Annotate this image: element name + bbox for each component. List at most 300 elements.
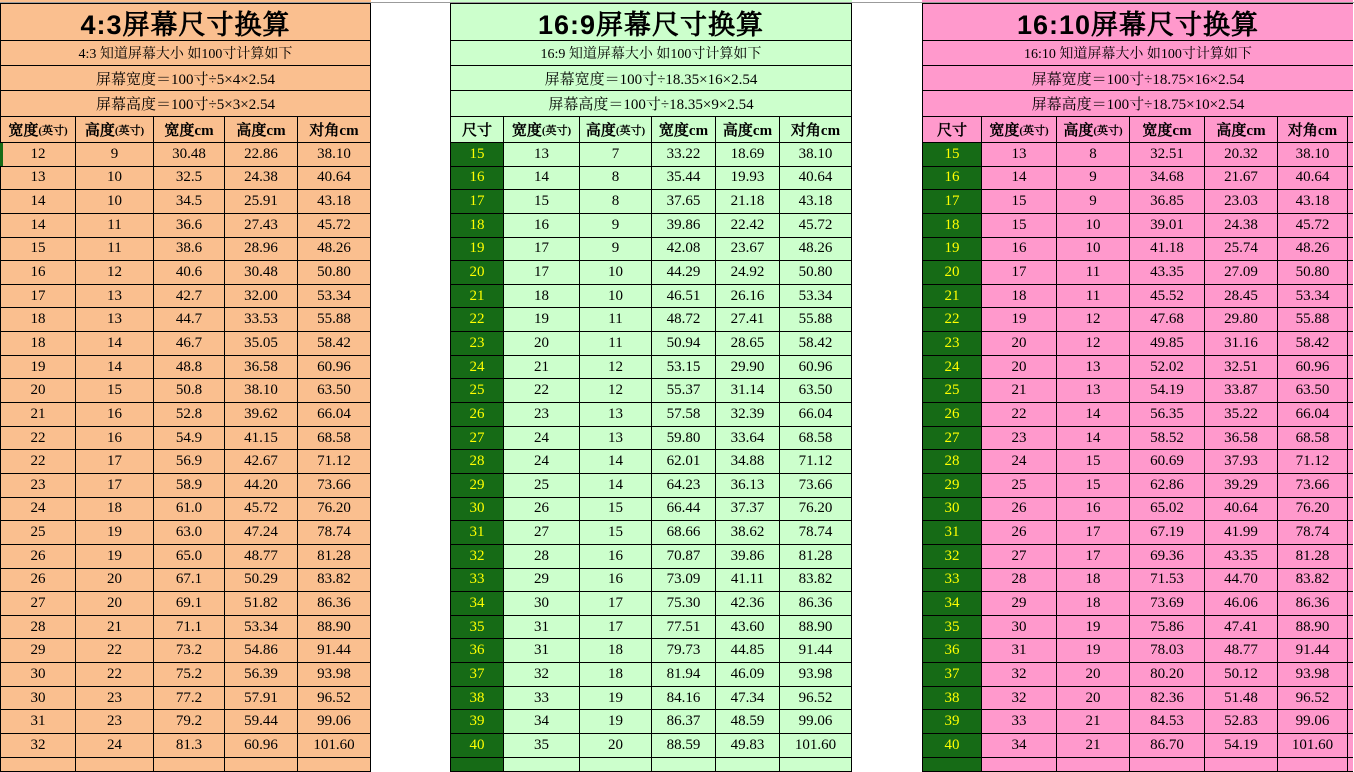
data-cell[interactable]: 44.85: [716, 639, 780, 662]
data-cell[interactable]: 60.96: [298, 356, 370, 379]
data-cell[interactable]: 19.93: [716, 167, 780, 190]
data-cell[interactable]: 26: [504, 498, 580, 521]
size-cell[interactable]: 17: [451, 190, 504, 213]
data-cell[interactable]: 19: [580, 710, 652, 733]
data-cell[interactable]: 71.1: [154, 616, 225, 639]
data-cell[interactable]: 41.11: [716, 569, 780, 592]
data-cell[interactable]: 36.13: [716, 474, 780, 497]
data-cell[interactable]: 32: [982, 663, 1057, 686]
header-cell[interactable]: [504, 117, 580, 142]
data-cell[interactable]: 79.2: [154, 710, 225, 733]
data-cell[interactable]: 68.58: [298, 427, 370, 450]
size-cell[interactable]: 22: [451, 308, 504, 331]
data-cell[interactable]: 49.83: [716, 734, 780, 757]
data-cell[interactable]: 23.67: [716, 238, 780, 261]
data-cell[interactable]: 54.86: [225, 639, 298, 662]
data-cell[interactable]: 33.53: [225, 308, 298, 331]
data-cell[interactable]: 66.04: [298, 403, 370, 426]
data-cell[interactable]: 17: [1057, 545, 1130, 568]
header-cell[interactable]: [451, 117, 504, 142]
size-cell[interactable]: 36: [923, 639, 982, 662]
data-cell[interactable]: 86.36: [298, 592, 370, 615]
data-cell[interactable]: 42.67: [225, 450, 298, 473]
data-cell[interactable]: 88.90: [1278, 616, 1348, 639]
data-cell[interactable]: 35: [504, 734, 580, 757]
data-cell[interactable]: 19: [76, 521, 154, 544]
data-cell[interactable]: 48.26: [1278, 238, 1348, 261]
data-cell[interactable]: 73.66: [780, 474, 851, 497]
data-cell[interactable]: 22: [1, 450, 76, 473]
size-cell[interactable]: 34: [923, 592, 982, 615]
data-cell[interactable]: 8: [580, 167, 652, 190]
data-cell[interactable]: 10: [1057, 238, 1130, 261]
data-cell[interactable]: 27: [1, 592, 76, 615]
data-cell[interactable]: 35.44: [652, 167, 716, 190]
data-cell[interactable]: 18: [1, 308, 76, 331]
data-cell[interactable]: 96.52: [780, 687, 851, 710]
data-cell[interactable]: 46.7: [154, 332, 225, 355]
data-cell[interactable]: 36.6: [154, 214, 225, 237]
data-cell[interactable]: 31: [1, 710, 76, 733]
data-cell[interactable]: 50.80: [298, 261, 370, 284]
data-cell[interactable]: 26.16: [716, 285, 780, 308]
data-cell[interactable]: 17: [1, 285, 76, 308]
size-cell[interactable]: 28: [451, 450, 504, 473]
data-cell[interactable]: 15: [982, 214, 1057, 237]
data-cell[interactable]: 38.6: [154, 238, 225, 261]
data-cell[interactable]: 20.32: [1205, 143, 1278, 166]
data-cell[interactable]: 11: [76, 238, 154, 261]
data-cell[interactable]: 20: [1, 379, 76, 402]
data-cell[interactable]: 54.19: [1205, 734, 1278, 757]
data-cell[interactable]: 21: [1, 403, 76, 426]
data-cell[interactable]: 45.72: [1278, 214, 1348, 237]
data-cell[interactable]: 16: [1, 261, 76, 284]
size-cell[interactable]: 26: [923, 403, 982, 426]
data-cell[interactable]: 25: [982, 474, 1057, 497]
data-cell[interactable]: 55.88: [1278, 308, 1348, 331]
data-cell[interactable]: 50.94: [652, 332, 716, 355]
data-cell[interactable]: 48.26: [780, 238, 851, 261]
data-cell[interactable]: 21: [1057, 734, 1130, 757]
data-cell[interactable]: 21: [504, 356, 580, 379]
data-cell[interactable]: 48.8: [154, 356, 225, 379]
data-cell[interactable]: 82.36: [1130, 687, 1205, 710]
size-cell[interactable]: 31: [923, 521, 982, 544]
data-cell[interactable]: 15: [1057, 474, 1130, 497]
data-cell[interactable]: 21.18: [716, 190, 780, 213]
data-cell[interactable]: 22: [982, 403, 1057, 426]
data-cell[interactable]: 42.08: [652, 238, 716, 261]
data-cell[interactable]: 68.66: [652, 521, 716, 544]
data-cell[interactable]: 40.64: [298, 167, 370, 190]
data-cell[interactable]: 39.86: [716, 545, 780, 568]
data-cell[interactable]: 31.16: [1205, 332, 1278, 355]
size-cell[interactable]: 29: [923, 474, 982, 497]
data-cell[interactable]: 27: [982, 545, 1057, 568]
data-cell[interactable]: 11: [1057, 261, 1130, 284]
data-cell[interactable]: 68.58: [780, 427, 851, 450]
data-cell[interactable]: 19: [1057, 616, 1130, 639]
data-cell[interactable]: 63.0: [154, 521, 225, 544]
height-formula-cell[interactable]: 屏幕高度＝100寸÷18.35×9×2.54: [451, 91, 851, 117]
width-formula-cell[interactable]: 屏幕宽度＝100寸÷5×4×2.54: [1, 66, 370, 91]
size-cell[interactable]: 15: [923, 143, 982, 166]
data-cell[interactable]: 88.59: [652, 734, 716, 757]
data-cell[interactable]: 20: [1057, 687, 1130, 710]
size-cell[interactable]: 32: [451, 545, 504, 568]
data-cell[interactable]: 71.12: [298, 450, 370, 473]
data-cell[interactable]: 10: [580, 285, 652, 308]
size-cell[interactable]: 16: [451, 167, 504, 190]
data-cell[interactable]: 58.42: [298, 332, 370, 355]
data-cell[interactable]: 28: [1, 616, 76, 639]
data-cell[interactable]: 60.96: [780, 356, 851, 379]
data-cell[interactable]: 40.64: [1205, 498, 1278, 521]
size-cell[interactable]: 16: [923, 167, 982, 190]
data-cell[interactable]: 32: [982, 687, 1057, 710]
data-cell[interactable]: 21: [982, 379, 1057, 402]
data-cell[interactable]: 78.74: [298, 521, 370, 544]
data-cell[interactable]: 33.22: [652, 143, 716, 166]
data-cell[interactable]: 12: [76, 261, 154, 284]
data-cell[interactable]: 17: [1057, 521, 1130, 544]
data-cell[interactable]: 24.38: [1205, 214, 1278, 237]
data-cell[interactable]: 81.94: [652, 663, 716, 686]
data-cell[interactable]: 101.60: [780, 734, 851, 757]
data-cell[interactable]: 17: [580, 616, 652, 639]
data-cell[interactable]: 8: [580, 190, 652, 213]
data-cell[interactable]: 91.44: [780, 639, 851, 662]
data-cell[interactable]: 58.42: [780, 332, 851, 355]
data-cell[interactable]: 81.28: [780, 545, 851, 568]
data-cell[interactable]: 43.18: [298, 190, 370, 213]
data-cell[interactable]: 18: [580, 663, 652, 686]
data-cell[interactable]: 11: [580, 308, 652, 331]
data-cell[interactable]: 50.80: [1278, 261, 1348, 284]
data-cell[interactable]: 28.65: [716, 332, 780, 355]
data-cell[interactable]: 32.5: [154, 167, 225, 190]
data-cell[interactable]: 31.14: [716, 379, 780, 402]
data-cell[interactable]: 75.30: [652, 592, 716, 615]
size-cell[interactable]: 26: [451, 403, 504, 426]
data-cell[interactable]: 9: [580, 214, 652, 237]
data-cell[interactable]: 32: [504, 663, 580, 686]
data-cell[interactable]: 50.29: [225, 569, 298, 592]
data-cell[interactable]: 52.83: [1205, 710, 1278, 733]
data-cell[interactable]: 83.82: [1278, 569, 1348, 592]
data-cell[interactable]: 17: [504, 238, 580, 261]
header-cell[interactable]: [1130, 117, 1205, 142]
data-cell[interactable]: 58.9: [154, 474, 225, 497]
data-cell[interactable]: 16: [76, 427, 154, 450]
data-cell[interactable]: 13: [76, 285, 154, 308]
header-cell[interactable]: [1205, 117, 1278, 142]
data-cell[interactable]: 44.29: [652, 261, 716, 284]
data-cell[interactable]: 57.91: [225, 687, 298, 710]
data-cell[interactable]: 42.7: [154, 285, 225, 308]
data-cell[interactable]: 29.80: [1205, 308, 1278, 331]
data-cell[interactable]: 62.01: [652, 450, 716, 473]
data-cell[interactable]: 70.87: [652, 545, 716, 568]
data-cell[interactable]: 39.29: [1205, 474, 1278, 497]
data-cell[interactable]: 56.9: [154, 450, 225, 473]
data-cell[interactable]: 101.60: [298, 734, 370, 757]
data-cell[interactable]: 52.02: [1130, 356, 1205, 379]
header-cell[interactable]: [780, 117, 851, 142]
data-cell[interactable]: 23: [1, 474, 76, 497]
data-cell[interactable]: 62.86: [1130, 474, 1205, 497]
data-cell[interactable]: 65.02: [1130, 498, 1205, 521]
subtitle-cell[interactable]: 4:3 知道屏幕大小 如100寸计算如下: [1, 41, 370, 66]
data-cell[interactable]: 11: [76, 214, 154, 237]
header-cell[interactable]: [580, 117, 652, 142]
data-cell[interactable]: 46.06: [1205, 592, 1278, 615]
data-cell[interactable]: 9: [76, 143, 154, 166]
data-cell[interactable]: 81.3: [154, 734, 225, 757]
data-cell[interactable]: 53.34: [298, 285, 370, 308]
size-cell[interactable]: 27: [923, 427, 982, 450]
data-cell[interactable]: 53.15: [652, 356, 716, 379]
data-cell[interactable]: 77.2: [154, 687, 225, 710]
data-cell[interactable]: 10: [76, 167, 154, 190]
data-cell[interactable]: 30.48: [225, 261, 298, 284]
data-cell[interactable]: 84.16: [652, 687, 716, 710]
data-cell[interactable]: 36.85: [1130, 190, 1205, 213]
data-cell[interactable]: 45.72: [780, 214, 851, 237]
data-cell[interactable]: 17: [982, 261, 1057, 284]
data-cell[interactable]: 27.09: [1205, 261, 1278, 284]
data-cell[interactable]: 73.09: [652, 569, 716, 592]
data-cell[interactable]: 11: [1057, 285, 1130, 308]
data-cell[interactable]: 71.53: [1130, 569, 1205, 592]
data-cell[interactable]: 44.7: [154, 308, 225, 331]
data-cell[interactable]: 66.04: [780, 403, 851, 426]
data-cell[interactable]: 91.44: [298, 639, 370, 662]
data-cell[interactable]: 28.45: [1205, 285, 1278, 308]
data-cell[interactable]: 23: [982, 427, 1057, 450]
data-cell[interactable]: 43.35: [1130, 261, 1205, 284]
data-cell[interactable]: 23: [504, 403, 580, 426]
data-cell[interactable]: 10: [76, 190, 154, 213]
data-cell[interactable]: 31: [504, 616, 580, 639]
data-cell[interactable]: 22.86: [225, 143, 298, 166]
data-cell[interactable]: 14: [76, 356, 154, 379]
data-cell[interactable]: 42.36: [716, 592, 780, 615]
size-cell[interactable]: 40: [923, 734, 982, 757]
size-cell[interactable]: 24: [451, 356, 504, 379]
size-cell[interactable]: 38: [451, 687, 504, 710]
data-cell[interactable]: 71.12: [1278, 450, 1348, 473]
data-cell[interactable]: 12: [1, 143, 76, 166]
data-cell[interactable]: 22: [1, 427, 76, 450]
data-cell[interactable]: 58.52: [1130, 427, 1205, 450]
data-cell[interactable]: 33.64: [716, 427, 780, 450]
header-cell[interactable]: [225, 117, 298, 142]
data-cell[interactable]: 15: [504, 190, 580, 213]
header-cell[interactable]: [154, 117, 225, 142]
data-cell[interactable]: 41.99: [1205, 521, 1278, 544]
data-cell[interactable]: 29: [1, 639, 76, 662]
data-cell[interactable]: 10: [1057, 214, 1130, 237]
data-cell[interactable]: 45.52: [1130, 285, 1205, 308]
data-cell[interactable]: 47.34: [716, 687, 780, 710]
data-cell[interactable]: 30: [982, 616, 1057, 639]
data-cell[interactable]: 73.66: [298, 474, 370, 497]
data-cell[interactable]: 13: [1, 167, 76, 190]
width-formula-cell[interactable]: 屏幕宽度＝100寸÷18.75×16×2.54: [923, 66, 1353, 91]
data-cell[interactable]: 93.98: [298, 663, 370, 686]
data-cell[interactable]: 36.58: [225, 356, 298, 379]
subtitle-cell[interactable]: 16:9 知道屏幕大小 如100寸计算如下: [451, 41, 851, 66]
data-cell[interactable]: 27: [504, 521, 580, 544]
size-cell[interactable]: 31: [451, 521, 504, 544]
data-cell[interactable]: 48.59: [716, 710, 780, 733]
data-cell[interactable]: 60.96: [225, 734, 298, 757]
header-cell[interactable]: [1057, 117, 1130, 142]
data-cell[interactable]: 34.68: [1130, 167, 1205, 190]
data-cell[interactable]: 14: [982, 167, 1057, 190]
size-cell[interactable]: 28: [923, 450, 982, 473]
data-cell[interactable]: 20: [504, 332, 580, 355]
data-cell[interactable]: 83.82: [298, 569, 370, 592]
data-cell[interactable]: 67.19: [1130, 521, 1205, 544]
data-cell[interactable]: 65.0: [154, 545, 225, 568]
data-cell[interactable]: 18: [982, 285, 1057, 308]
data-cell[interactable]: 38.10: [225, 379, 298, 402]
data-cell[interactable]: 38.10: [298, 143, 370, 166]
data-cell[interactable]: 11: [580, 332, 652, 355]
data-cell[interactable]: 81.28: [298, 545, 370, 568]
data-cell[interactable]: 48.77: [225, 545, 298, 568]
data-cell[interactable]: 48.72: [652, 308, 716, 331]
data-cell[interactable]: 37.65: [652, 190, 716, 213]
data-cell[interactable]: 9: [580, 238, 652, 261]
data-cell[interactable]: 78.74: [1278, 521, 1348, 544]
data-cell[interactable]: 26: [1, 545, 76, 568]
data-cell[interactable]: 80.20: [1130, 663, 1205, 686]
data-cell[interactable]: 16: [504, 214, 580, 237]
data-cell[interactable]: 56.39: [225, 663, 298, 686]
data-cell[interactable]: 20: [76, 592, 154, 615]
size-cell[interactable]: 22: [923, 308, 982, 331]
data-cell[interactable]: 33: [504, 687, 580, 710]
size-cell[interactable]: 18: [451, 214, 504, 237]
size-cell[interactable]: 35: [451, 616, 504, 639]
data-cell[interactable]: 34.5: [154, 190, 225, 213]
data-cell[interactable]: 26: [1, 569, 76, 592]
data-cell[interactable]: 50.8: [154, 379, 225, 402]
data-cell[interactable]: 17: [76, 474, 154, 497]
data-cell[interactable]: 17: [504, 261, 580, 284]
size-cell[interactable]: 33: [923, 569, 982, 592]
data-cell[interactable]: 71.12: [780, 450, 851, 473]
data-cell[interactable]: 60.96: [1278, 356, 1348, 379]
data-cell[interactable]: 10: [580, 261, 652, 284]
data-cell[interactable]: 69.36: [1130, 545, 1205, 568]
data-cell[interactable]: 54.9: [154, 427, 225, 450]
data-cell[interactable]: 24: [504, 450, 580, 473]
data-cell[interactable]: 60.69: [1130, 450, 1205, 473]
data-cell[interactable]: 64.23: [652, 474, 716, 497]
data-cell[interactable]: 12: [580, 379, 652, 402]
data-cell[interactable]: 83.82: [780, 569, 851, 592]
data-cell[interactable]: 9: [1057, 190, 1130, 213]
data-cell[interactable]: 39.86: [652, 214, 716, 237]
data-cell[interactable]: 24: [982, 450, 1057, 473]
data-cell[interactable]: 55.88: [298, 308, 370, 331]
header-cell[interactable]: [298, 117, 370, 142]
data-cell[interactable]: 24.38: [225, 167, 298, 190]
data-cell[interactable]: 28: [982, 569, 1057, 592]
data-cell[interactable]: 49.85: [1130, 332, 1205, 355]
data-cell[interactable]: 20: [1057, 663, 1130, 686]
data-cell[interactable]: 86.37: [652, 710, 716, 733]
data-cell[interactable]: 43.18: [780, 190, 851, 213]
size-cell[interactable]: 18: [923, 214, 982, 237]
data-cell[interactable]: 27.43: [225, 214, 298, 237]
data-cell[interactable]: 25: [504, 474, 580, 497]
data-cell[interactable]: 13: [504, 143, 580, 166]
data-cell[interactable]: 44.70: [1205, 569, 1278, 592]
data-cell[interactable]: 51.82: [225, 592, 298, 615]
data-cell[interactable]: 46.51: [652, 285, 716, 308]
data-cell[interactable]: 41.15: [225, 427, 298, 450]
data-cell[interactable]: 32.51: [1130, 143, 1205, 166]
data-cell[interactable]: 13: [1057, 356, 1130, 379]
size-cell[interactable]: 39: [923, 710, 982, 733]
data-cell[interactable]: 78.74: [780, 521, 851, 544]
data-cell[interactable]: 81.28: [1278, 545, 1348, 568]
data-cell[interactable]: 86.36: [780, 592, 851, 615]
data-cell[interactable]: 35.05: [225, 332, 298, 355]
size-cell[interactable]: 19: [923, 238, 982, 261]
data-cell[interactable]: 23: [76, 710, 154, 733]
data-cell[interactable]: 18: [1057, 592, 1130, 615]
data-cell[interactable]: 40.64: [1278, 167, 1348, 190]
data-cell[interactable]: 75.2: [154, 663, 225, 686]
data-cell[interactable]: 75.86: [1130, 616, 1205, 639]
data-cell[interactable]: 47.68: [1130, 308, 1205, 331]
data-cell[interactable]: 40.6: [154, 261, 225, 284]
data-cell[interactable]: 19: [504, 308, 580, 331]
size-cell[interactable]: 23: [923, 332, 982, 355]
data-cell[interactable]: 44.20: [225, 474, 298, 497]
data-cell[interactable]: 63.50: [1278, 379, 1348, 402]
size-cell[interactable]: 20: [923, 261, 982, 284]
data-cell[interactable]: 20: [982, 332, 1057, 355]
data-cell[interactable]: 66.44: [652, 498, 716, 521]
data-cell[interactable]: 50.12: [1205, 663, 1278, 686]
data-cell[interactable]: 43.18: [1278, 190, 1348, 213]
header-cell[interactable]: [982, 117, 1057, 142]
size-cell[interactable]: 40: [451, 734, 504, 757]
data-cell[interactable]: 99.06: [298, 710, 370, 733]
width-formula-cell[interactable]: 屏幕宽度＝100寸÷18.35×16×2.54: [451, 66, 851, 91]
data-cell[interactable]: 76.20: [780, 498, 851, 521]
data-cell[interactable]: 43.35: [1205, 545, 1278, 568]
data-cell[interactable]: 13: [982, 143, 1057, 166]
height-formula-cell[interactable]: 屏幕高度＝100寸÷18.75×10×2.54: [923, 91, 1353, 117]
data-cell[interactable]: 37.37: [716, 498, 780, 521]
size-cell[interactable]: 33: [451, 569, 504, 592]
data-cell[interactable]: 30: [504, 592, 580, 615]
size-cell[interactable]: 38: [923, 687, 982, 710]
data-cell[interactable]: 99.06: [780, 710, 851, 733]
data-cell[interactable]: 22: [76, 639, 154, 662]
data-cell[interactable]: 57.58: [652, 403, 716, 426]
data-cell[interactable]: 9: [1057, 167, 1130, 190]
